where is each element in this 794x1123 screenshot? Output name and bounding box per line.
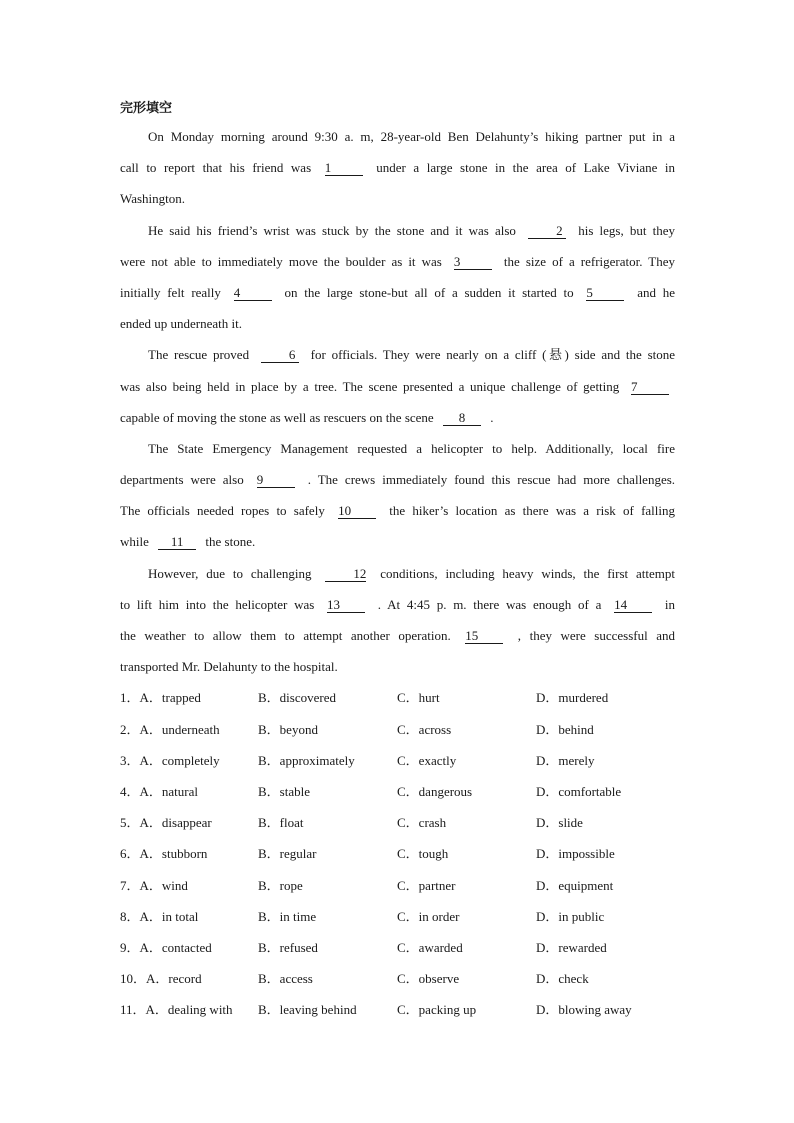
answer-blank: 7 [631,380,669,395]
cloze-passage [120,121,675,682]
passage-text: were not able to immediately move the boulder as it was [120,253,442,269]
passage-line [120,402,675,433]
question-row [120,838,675,869]
passage-line [120,589,675,620]
option-cell [120,745,258,776]
option-b: B．beyond [258,721,318,737]
passage-text: He said his friend’s wrist was stuck by the stone and it was also [148,222,516,238]
option-cell [120,714,258,745]
question-row [120,932,675,963]
passage-text: transported Mr. Delahunty to the hospital. [120,659,338,675]
option-cell [120,870,258,901]
option-a: A．dealing with [145,1002,233,1018]
passage-line [120,121,675,152]
question-number: 3． [120,752,140,768]
question-number: 5． [120,815,140,831]
passage-text: in [664,596,675,612]
paragraph [120,121,675,215]
passage-line [120,620,675,651]
option-cell [120,932,258,963]
passage-text: capable of moving the stone as well as rescuers on the scene [120,409,434,425]
option-b: B．access [258,971,313,987]
option-c: C．across [397,721,452,737]
passage-line [120,433,675,464]
passage-line [120,308,675,339]
question-row [120,776,675,807]
question-row [120,994,675,1025]
passage-line [120,558,675,589]
answer-blank: 1 [325,161,363,176]
answer-blank: 6 [261,348,299,363]
question-row [120,682,675,713]
option-a: A．record [146,971,202,987]
question-number: 7． [120,877,140,893]
passage-text: , they were successful and [517,628,675,643]
option-c: C．tough [397,846,449,862]
question-number: 9． [120,939,140,955]
answer-blank: 10 [338,504,376,519]
answer-blank: 13 [327,598,365,613]
question-row [120,963,675,994]
passage-text: was also being held in place by a tree. The scene presented a unique challenge of getting [120,378,620,394]
option-d: D．check [536,971,589,987]
option-d: D．in public [536,908,605,924]
passage-text: the size of a refrigerator. They [503,253,675,269]
option-a: A．contacted [139,939,212,955]
option-b: B．discovered [258,690,336,706]
passage-text: on the large stone-but all of a sudden it started to [284,284,574,300]
passage-text: the weather to allow them to attempt another operation. [120,628,451,643]
option-c: C．exactly [397,752,457,768]
answer-options [120,682,675,1025]
option-a: A．natural [139,783,198,799]
passage-text: . The crews immediately found this rescue had more challenges. [307,472,675,488]
answer-blank: 14 [614,598,652,613]
option-cell [120,994,258,1025]
question-row [120,745,675,776]
option-b: B．stable [258,783,310,799]
question-number: 1． [120,690,140,706]
passage-line [120,183,675,214]
answer-blank: 11 [158,535,196,550]
passage-text: ended up underneath it. [120,316,243,332]
passage-text: while [120,534,149,550]
question-row [120,807,675,838]
passage-line [120,215,675,246]
question-number: 11． [120,1002,146,1018]
option-cell [120,807,258,838]
passage-text: for officials. They were nearly on a cliff (悬) side and the stone [310,347,675,363]
option-a: A．completely [139,752,220,768]
answer-blank: 2 [528,224,566,239]
option-c: C．partner [397,877,456,893]
option-d: D．equipment [536,877,614,893]
question-number: 8． [120,908,140,924]
document-page [120,97,675,1025]
passage-text: . [490,409,494,425]
passage-text: the hiker’s location as there was a risk of falling [389,503,675,519]
option-d: D．impossible [536,846,615,862]
question-number: 4． [120,783,140,799]
paragraph [120,558,675,683]
option-a: A．stubborn [139,846,208,862]
option-c: C．hurt [397,690,440,706]
answer-blank: 9 [257,473,295,488]
option-a: A．disappear [139,815,212,831]
option-a: A．wind [139,877,188,893]
option-d: D．behind [536,721,594,737]
option-c: C．packing up [397,1002,477,1018]
option-d: D．merely [536,752,595,768]
option-cell [120,682,258,713]
option-b: B．float [258,815,304,831]
passage-text: initially felt really [120,284,221,300]
passage-text: The State Emergency Management requested a helicopter to help. Additionally, local fire [148,440,675,456]
option-c: C．crash [397,815,447,831]
passage-line [120,371,675,402]
option-a: A．trapped [139,690,201,706]
answer-blank: 12 [325,567,366,582]
option-d: D．blowing away [536,1002,632,1018]
question-row [120,901,675,932]
passage-text: departments were also [120,472,244,488]
passage-text: under a large stone in the area of Lake Viviane in [376,160,675,176]
passage-line [120,495,675,526]
passage-text: call to report that his friend was [120,160,312,176]
passage-text: However, due to challenging [148,565,312,581]
option-d: D．rewarded [536,939,607,955]
answer-blank: 15 [465,629,503,644]
paragraph [120,339,675,433]
paragraph [120,433,675,558]
section-heading: 完形填空 [120,101,173,116]
passage-text: to lift him into the helicopter was [120,596,315,612]
question-row [120,870,675,901]
question-number: 6． [120,846,140,862]
passage-line [120,526,675,557]
option-c: C．in order [397,908,460,924]
option-b: B．refused [258,939,318,955]
passage-text: and he [637,284,675,300]
option-d: D．comfortable [536,783,622,799]
passage-text: Washington. [120,191,186,207]
passage-text: The rescue proved [148,347,250,363]
passage-line [120,339,675,370]
option-d: D．murdered [536,690,609,706]
answer-blank: 3 [454,255,492,270]
passage-line [120,152,675,183]
option-b: B．leaving behind [258,1002,357,1018]
question-number: 2． [120,721,140,737]
option-c: C．dangerous [397,783,473,799]
option-d: D．slide [536,815,583,831]
option-cell [120,776,258,807]
passage-line [120,464,675,495]
option-c: C．awarded [397,939,463,955]
paragraph [120,215,675,340]
answer-blank: 5 [586,286,624,301]
passage-line [120,277,675,308]
passage-text: . At 4:45 p. m. there was enough of a [377,596,602,612]
option-b: B．in time [258,908,317,924]
answer-blank: 8 [443,411,481,426]
option-b: B．rope [258,877,303,893]
answer-blank: 4 [234,286,272,301]
passage-text: The officials needed ropes to safely [120,503,325,519]
option-b: B．regular [258,846,317,862]
passage-text: On Monday morning around 9:30 a. m, 28-year-old Ben Delahunty’s hiking partner put in a [148,129,675,144]
passage-line [120,246,675,277]
passage-text: the stone. [205,534,256,550]
question-row [120,714,675,745]
option-cell [120,838,258,869]
option-cell [120,963,258,994]
option-b: B．approximately [258,752,355,768]
passage-line [120,651,675,682]
option-a: A．in total [139,908,199,924]
option-c: C．observe [397,971,460,987]
option-cell [120,901,258,932]
option-a: A．underneath [139,721,220,737]
passage-text: conditions, including heavy winds, the first attempt [380,565,675,581]
passage-text: his legs, but they [578,222,675,238]
question-number: 10． [120,971,147,987]
